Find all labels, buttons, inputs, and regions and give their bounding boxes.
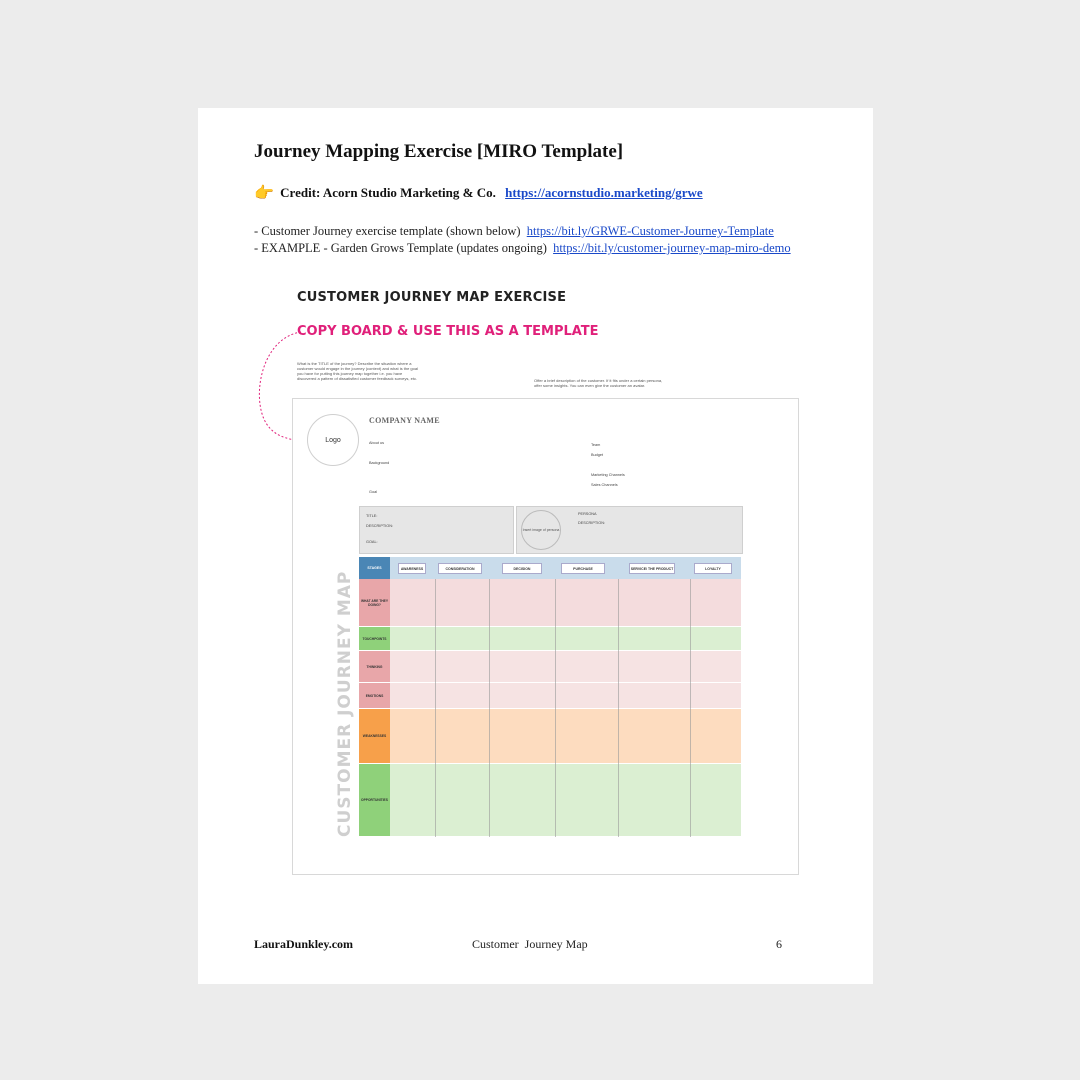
footer-title: Customer Journey Map <box>472 937 588 951</box>
column-divider <box>435 579 436 837</box>
persona-box <box>516 506 743 554</box>
example-link[interactable]: https://bit.ly/customer-journey-map-miro-demo <box>553 241 791 255</box>
footer-site: LauraDunkley.com <box>254 937 354 951</box>
stage-bar <box>359 557 741 579</box>
template-board <box>292 398 799 875</box>
stage-awareness: AWARENESS <box>398 563 426 574</box>
journey-grid <box>359 557 741 837</box>
page-number: 6 <box>776 937 782 951</box>
field-background: Background <box>369 461 390 465</box>
field-budget: Budget <box>591 453 604 457</box>
journey-map-template-image <box>198 108 873 984</box>
row-label-emotions: EMOTIONS <box>359 683 390 709</box>
row-band-doing <box>390 579 741 627</box>
credit-line <box>254 183 703 203</box>
row-band-emotions <box>390 683 741 709</box>
row-band-touchpoints <box>390 627 741 651</box>
row-label-touchpoints: TOUCHPOINTS <box>359 627 390 651</box>
template-link-line <box>254 224 774 239</box>
template-link[interactable]: https://bit.ly/GRWE-Customer-Journey-Template <box>526 224 774 238</box>
stage-purchase: PURCHASE <box>561 563 605 574</box>
stage-header: STAGES <box>359 557 390 579</box>
stage-decision: DECISION <box>502 563 542 574</box>
column-divider <box>690 579 691 837</box>
column-divider <box>618 579 619 837</box>
persona-title-label: TITLE: <box>366 514 378 518</box>
persona-goal-label: GOAL: <box>366 540 378 544</box>
row-label-doing: WHAT ARE THEY DOING? <box>359 579 390 627</box>
map-subheading: COPY BOARD & USE THIS AS A TEMPLATE <box>297 324 599 339</box>
field-sales: Sales Channels <box>591 483 618 487</box>
field-marketing: Marketing Channels <box>591 473 625 477</box>
company-name: COMPANY NAME <box>369 416 440 425</box>
column-divider <box>489 579 490 837</box>
credit-label: Credit: Acorn Studio Marketing & Co. <box>280 185 496 200</box>
credit-link[interactable]: https://acornstudio.marketing/grwe <box>505 185 703 200</box>
stage-consideration: CONSIDERATION <box>438 563 482 574</box>
column-divider <box>555 579 556 837</box>
pointing-hand-icon: 👉 <box>254 185 274 202</box>
map-heading: CUSTOMER JOURNEY MAP EXERCISE <box>297 290 567 305</box>
page-title: Journey Mapping Exercise [MIRO Template] <box>254 141 624 162</box>
row-label-thinking: THINKING <box>359 651 390 683</box>
stage-loyalty: LOYALTY <box>694 563 732 574</box>
example-link-line <box>254 241 791 256</box>
persona-desc-label: DESCRIPTION: <box>578 521 606 525</box>
note-right: Offer a brief description of the customer. If it fits under a certain persona, offer some insights. You can even give the customer an avatar. <box>534 378 663 388</box>
row-band-thinking <box>390 651 741 683</box>
document-page <box>198 108 873 984</box>
row-band-weaknesses <box>390 709 741 764</box>
journey-info-box <box>359 506 514 554</box>
row-label-opportunities: OPPORTUNITIES <box>359 764 390 837</box>
field-goal: Goal <box>369 490 378 494</box>
stage-service: SERVICE/ THE PRODUCT <box>629 563 675 574</box>
field-team: Team <box>591 443 601 447</box>
persona-description-label: DESCRIPTION: <box>366 524 394 528</box>
persona-image-placeholder: Insert image of persona <box>521 510 561 550</box>
vertical-title: CUSTOMER JOURNEY MAP <box>335 570 355 837</box>
template-line-text: - Customer Journey exercise template (shown below) <box>254 224 521 238</box>
note-left: What is the TITLE of the journey? Describe the situation where a customer would engage in the journey (context) and what is the goal you have for putting this journey map together i.e. you have discovered a pattern of dissatisfied customer feedback surveys, etc. <box>297 361 418 381</box>
row-band-opportunities <box>390 764 741 837</box>
example-line-text: - EXAMPLE - Garden Grows Template (updates ongoing) <box>254 241 547 255</box>
row-label-weaknesses: WEAKNESSES <box>359 709 390 764</box>
field-about: About us <box>369 441 384 445</box>
persona-label: PERSONA <box>578 512 597 516</box>
logo-placeholder: Logo <box>307 414 359 466</box>
